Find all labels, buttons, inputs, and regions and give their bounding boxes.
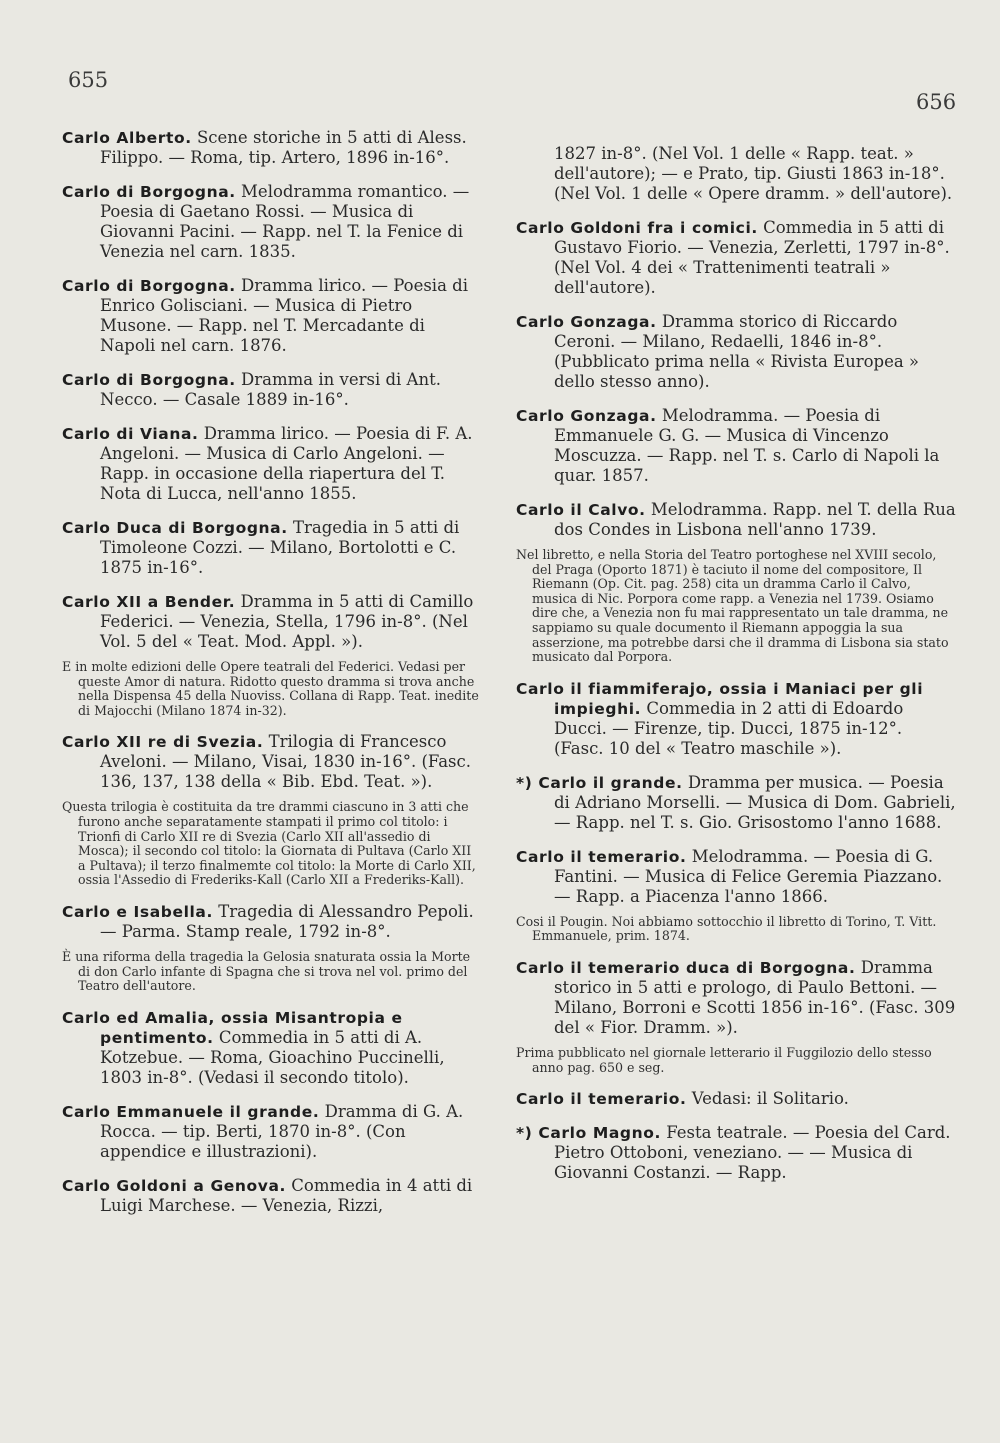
- entry-headword: Carlo Gonzaga.: [516, 407, 657, 425]
- catalog-entry: [62, 276, 482, 356]
- entry-headword: Carlo Goldoni fra i comici.: [516, 219, 758, 237]
- entry-headword: Carlo ed Amalia, ossia Misantropia e pentimento.: [62, 1008, 403, 1047]
- entry-headword: Carlo di Borgogna.: [62, 371, 236, 389]
- page-number-left: 655: [68, 68, 109, 92]
- catalog-entry: [516, 847, 956, 907]
- entry-headword: Carlo XII a Bender.: [62, 593, 236, 611]
- catalog-entry: [62, 518, 482, 578]
- footnote: [516, 548, 956, 665]
- entry-text: Dramma lirico. — Poesia di Enrico Golisciani. — Musica di Pietro Musone. — Rapp. nel T. Mercadante di Napoli nel carn. 1876.: [100, 276, 468, 355]
- entry-text: Commedia in 5 atti di A. Kotzebue. — Roma, Gioachino Puccinelli, 1803 in-8°. (Vedasi il secondo titolo).: [100, 1027, 445, 1087]
- footnote: [62, 660, 482, 718]
- footnote-text: E in molte edizioni delle Opere teatrali del Federici. Vedasi per queste Amor di natura. Ridotto questo dramma si trova anche nella Dispensa 45 della Nuoviss. Collana di Rapp. Teat. inedite di Majocchi (Milano 1874 in-32).: [62, 659, 479, 718]
- entry-headword: *) Carlo Magno.: [516, 1124, 661, 1143]
- entry-text: Tragedia di Alessandro Pepoli. — Parma. Stamp reale, 1792 in-8°.: [100, 901, 474, 941]
- catalog-entry: [516, 218, 956, 298]
- catalog-entry: [62, 732, 482, 792]
- entry-headword: *) Carlo il grande.: [516, 773, 683, 792]
- catalog-entry: [516, 312, 956, 392]
- catalog-entry: [62, 1102, 482, 1162]
- entry-headword: Carlo il temerario.: [516, 847, 687, 866]
- entry-text: Dramma in versi di Ant. Necco. — Casale 1889 in-16°.: [100, 370, 441, 409]
- entry-text: Commedia in 5 atti di Gustavo Fiorio. — Venezia, Zerletti, 1797 in-8°. (Nel Vol. 4 dei « Trattenimenti teatrali » dell'autore).: [554, 218, 950, 297]
- entry-text: Tragedia in 5 atti di Timoleone Cozzi. — Milano, Bortolotti e C. 1875 in-16°.: [100, 518, 460, 577]
- footnote: [516, 915, 956, 944]
- footnote-text: Prima pubblicato nel giornale letterario il Fuggilozio dello stesso anno pag. 650 e seg.: [516, 1044, 932, 1075]
- entry-headword: Carlo il Calvo.: [516, 501, 646, 519]
- footnote-text: È una riforma della tragedia la Gelosia snaturata ossia la Morte di don Carlo infante di Spagna che si trova nel vol. primo del Teatro dell'autore.: [62, 948, 471, 994]
- catalog-entry: [516, 500, 956, 540]
- entry-headword: Carlo Alberto.: [62, 129, 192, 147]
- entry-text: Dramma per musica. — Poesia di Adriano Morselli. — Musica di Dom. Gabrieli, — Rapp. nel T. s. Gio. Grisostomo l'anno 1688.: [554, 772, 956, 832]
- entry-text: Dramma in 5 atti di Camillo Federici. — Venezia, Stella, 1796 in-8°. (Nel Vol. 5 del « Teat. Mod. Appl. »).: [100, 592, 474, 651]
- catalog-entry: [62, 424, 482, 504]
- page-number-right: 656: [916, 90, 957, 114]
- catalog-entry: [516, 773, 956, 833]
- entry-headword: Carlo XII re di Svezia.: [62, 733, 264, 752]
- entry-text: Melodramma romantico. — Poesia di Gaetano Rossi. — Musica di Giovanni Pacini. — Rapp. nel T. la Fenice di Venezia nel carn. 1835.: [100, 182, 470, 261]
- catalog-entry: [62, 1008, 482, 1088]
- catalog-entry: [516, 144, 956, 204]
- entry-headword: Carlo il temerario.: [516, 1090, 687, 1109]
- entry-headword: Carlo di Viana.: [62, 425, 199, 443]
- catalog-entry: [516, 679, 956, 759]
- catalog-entry: [516, 958, 956, 1038]
- entry-text: Vedasi: il Solitario.: [691, 1089, 849, 1109]
- footnote: [516, 1046, 956, 1075]
- catalog-entry: [516, 406, 956, 486]
- entry-text: 1827 in-8°. (Nel Vol. 1 delle « Rapp. teat. » dell'autore); — e Prato, tip. Giusti 1863 in-18°. (Nel Vol. 1 delle « Opere dramm. » dell'autore).: [554, 144, 953, 203]
- left-column: [62, 128, 482, 1230]
- entry-text: Dramma di G. A. Rocca. — tip. Berti, 1870 in-8°. (Con appendice e illustrazioni).: [100, 1101, 464, 1161]
- footnote-text: Cosi il Pougin. Noi abbiamo sottocchio il libretto di Torino, T. Vitt. Emmanuele, prim. 1874.: [516, 913, 937, 944]
- entry-headword: Carlo il fiammiferajo, ossia i Maniaci per gli impieghi.: [516, 679, 924, 718]
- footnote-text: Questa trilogia è costituita da tre drammi ciascuno in 3 atti che furono anche separatamente stampati il primo col titolo: i Trionfi di Carlo XII re di Svezia (Carlo XII all'assedio di Mosca); il secondo col titolo: la Giornata di Pultava (Carlo XII a Pultava); il terzo finalmemte col titolo: la Morte di Carlo XII, ossia l'Assedio di Frederiks-Kall (Carlo XII a Frederiks-Kall).: [62, 799, 476, 888]
- catalog-entry: [516, 1089, 956, 1109]
- right-column: [516, 144, 956, 1197]
- entry-headword: Carlo Goldoni a Genova.: [62, 1176, 287, 1195]
- catalog-entry: [62, 182, 482, 262]
- entry-text: Melodramma. — Poesia di Emmanuele G. G. — Musica di Vincenzo Moscuzza. — Rapp. nel T. s. Carlo di Napoli la quar. 1857.: [554, 406, 940, 485]
- catalog-entry: [62, 370, 482, 410]
- entry-text: Commedia in 4 atti di Luigi Marchese. — Venezia, Rizzi,: [100, 1175, 473, 1215]
- entry-headword: Carlo Duca di Borgogna.: [62, 519, 288, 537]
- footnote: [62, 950, 482, 994]
- entry-headword: Carlo Gonzaga.: [516, 313, 657, 331]
- entry-text: Trilogia di Francesco Aveloni. — Milano, Visai, 1830 in-16°. (Fasc. 136, 137, 138 della « Bib. Ebd. Teat. »).: [100, 732, 472, 792]
- entry-text: Commedia in 2 atti di Edoardo Ducci. — Firenze, tip. Ducci, 1875 in-12°. (Fasc. 10 del « Teatro maschile »).: [554, 698, 904, 758]
- footnote: [62, 800, 482, 888]
- entry-headword: Carlo e Isabella.: [62, 902, 213, 921]
- entry-headword: Carlo di Borgogna.: [62, 183, 236, 201]
- catalog-entry: [62, 128, 482, 168]
- entry-text: Festa teatrale. — Poesia del Card. Pietro Ottoboni, veneziano. — — Musica di Giovanni Costanzi. — Rapp.: [554, 1123, 951, 1183]
- entry-text: Dramma lirico. — Poesia di F. A. Angeloni. — Musica di Carlo Angeloni. — Rapp. in occasione della riapertura del T. Nota di Lucca, nell'anno 1855.: [100, 424, 473, 503]
- entry-text: Dramma storico in 5 atti e prologo, di Paulo Bettoni. — Milano, Borroni e Scotti 1856 in-16°. (Fasc. 309 del « Fior. Dramm. »).: [554, 957, 956, 1037]
- entry-text: Melodramma. Rapp. nel T. della Rua dos Condes in Lisbona nell'anno 1739.: [554, 500, 956, 539]
- entry-headword: Carlo il temerario duca di Borgogna.: [516, 958, 856, 977]
- catalog-entry: [62, 902, 482, 942]
- catalog-entry: [516, 1123, 956, 1183]
- entry-text: Scene storiche in 5 atti di Aless. Filippo. — Roma, tip. Artero, 1896 in-16°.: [100, 128, 467, 167]
- catalog-entry: [62, 592, 482, 652]
- entry-headword: Carlo Emmanuele il grande.: [62, 1102, 320, 1121]
- footnote-text: Nel libretto, e nella Storia del Teatro portoghese nel XVIII secolo, del Praga (Oporto 1871) è taciuto il nome del compositore, Il Riemann (Op. Cit. pag. 258) cita un dramma Carlo il Calvo, musica di Nic. Porpora come rapp. a Venezia nel 1739. Osiamo dire che, a Venezia non fu mai rappresentato un tale dramma, ne sappiamo su quale documento il Riemann appoggia la sua asserzione, ma potrebbe darsi che il dramma di Lisbona sia stato musicato dal Porpora.: [516, 547, 949, 665]
- entry-text: Dramma storico di Riccardo Ceroni. — Milano, Redaelli, 1846 in-8°. (Pubblicato prima nella « Rivista Europea » dello stesso anno).: [554, 312, 920, 391]
- entry-text: Melodramma. — Poesia di G. Fantini. — Musica di Felice Geremia Piazzano. — Rapp. a Piacenza l'anno 1866.: [554, 846, 943, 906]
- catalog-entry: [62, 1176, 482, 1216]
- entry-headword: Carlo di Borgogna.: [62, 277, 236, 295]
